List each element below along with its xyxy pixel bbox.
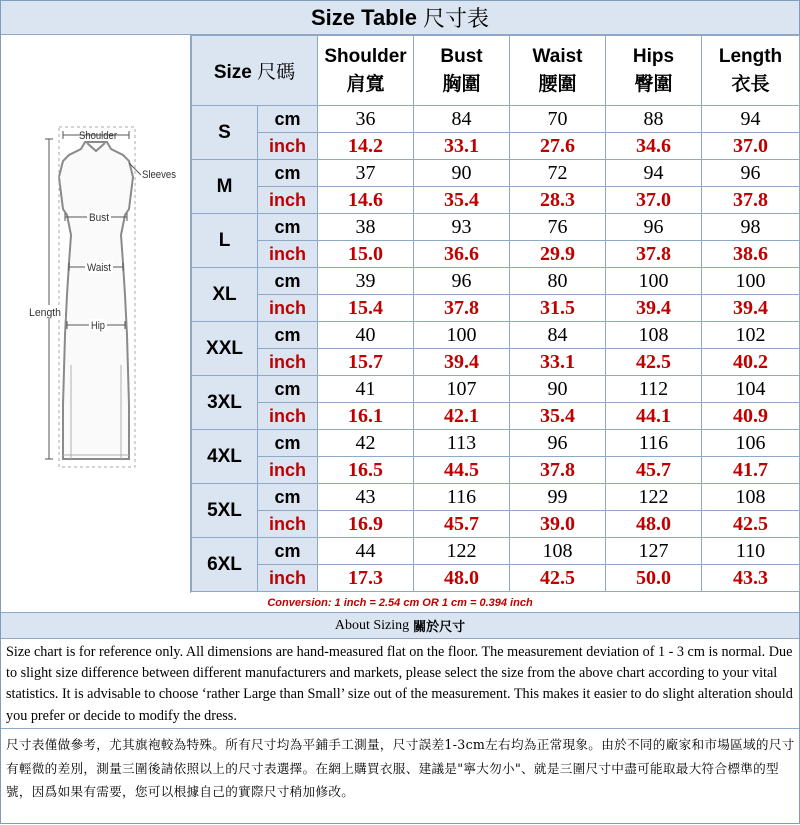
unit-inch-label: inch: [258, 295, 318, 322]
sizing-note-cn: 尺寸表僅做參考，尤其旗袍較為特殊。所有尺寸均為平鋪手工測量，尺寸誤差1-3cm左右均為正常現象。由於不同的廠家和市場區域的尺寸有輕微的差別，測量三圍後請依照以上的尺寸表選擇。在網上購買衣服、建議是"寧大勿小"、就是三圍尺寸中盡可能取最大符合標準的型號，因爲如果有需要，您可以根據自己的實際尺寸稍加修改。: [6, 737, 795, 799]
cell-inch: 48.0: [606, 511, 702, 538]
cell-inch: 16.5: [318, 457, 414, 484]
cell-inch: 50.0: [606, 565, 702, 592]
cell-cm: 38: [318, 214, 414, 241]
label-sleeves: Sleeves: [142, 169, 177, 181]
size-label: 3XL: [192, 376, 258, 430]
col-header-waist: Waist 腰圍: [510, 36, 606, 106]
about-sizing-header: [1, 613, 799, 639]
cell-inch: 14.2: [318, 133, 414, 160]
table-row-inch: [192, 403, 800, 430]
cell-cm: 110: [702, 538, 800, 565]
label-shoulder: Shoulder: [79, 130, 118, 142]
col-header-hips: Hips 臀圍: [606, 36, 702, 106]
size-label: L: [192, 214, 258, 268]
col-header-shoulder: Shoulder 肩寬: [318, 36, 414, 106]
cell-cm: 76: [510, 214, 606, 241]
col-header-bust: Bust 胸圍: [414, 36, 510, 106]
table-row-cm: [192, 268, 800, 295]
label-waist: Waist: [87, 262, 111, 274]
size-header: [192, 36, 318, 106]
unit-inch-label: inch: [258, 511, 318, 538]
cell-inch: 38.6: [702, 241, 800, 268]
cell-cm: 108: [606, 322, 702, 349]
table-row-cm: [192, 322, 800, 349]
unit-inch-label: inch: [258, 187, 318, 214]
cell-inch: 42.5: [510, 565, 606, 592]
cell-cm: 100: [702, 268, 800, 295]
cell-inch: 42.1: [414, 403, 510, 430]
cell-cm: 80: [510, 268, 606, 295]
col-header-length: Length 衣長: [702, 36, 800, 106]
cell-inch: 42.5: [606, 349, 702, 376]
cell-inch: 36.6: [414, 241, 510, 268]
cell-inch: 16.9: [318, 511, 414, 538]
cell-cm: 43: [318, 484, 414, 511]
size-label: XXL: [192, 322, 258, 376]
cell-inch: 15.7: [318, 349, 414, 376]
size-table: [191, 35, 800, 592]
unit-inch-label: inch: [258, 565, 318, 592]
label-hip: Hip: [91, 320, 105, 332]
cell-inch: 40.9: [702, 403, 800, 430]
cell-cm: 36: [318, 106, 414, 133]
cell-inch: 44.1: [606, 403, 702, 430]
table-row-cm: [192, 430, 800, 457]
cell-cm: 94: [606, 160, 702, 187]
dress-diagram: [1, 35, 191, 593]
table-row-inch: [192, 349, 800, 376]
unit-cm-label: cm: [258, 214, 318, 241]
cell-cm: 37: [318, 160, 414, 187]
cell-inch: 27.6: [510, 133, 606, 160]
cell-cm: 84: [510, 322, 606, 349]
cell-cm: 107: [414, 376, 510, 403]
table-row-inch: [192, 187, 800, 214]
unit-inch-label: inch: [258, 241, 318, 268]
cell-cm: 100: [414, 322, 510, 349]
cell-cm: 122: [414, 538, 510, 565]
cell-inch: 39.4: [606, 295, 702, 322]
cell-cm: 102: [702, 322, 800, 349]
dress-diagram-svg: [1, 35, 191, 593]
cell-cm: 100: [606, 268, 702, 295]
cell-cm: 90: [414, 160, 510, 187]
unit-cm-label: cm: [258, 106, 318, 133]
cell-inch: 33.1: [510, 349, 606, 376]
title-bar: [1, 1, 799, 35]
unit-cm-label: cm: [258, 268, 318, 295]
size-label: M: [192, 160, 258, 214]
dress-outline: [59, 142, 133, 459]
cell-inch: 37.8: [510, 457, 606, 484]
table-row-inch: [192, 565, 800, 592]
label-length: Length: [29, 307, 61, 319]
cell-cm: 122: [606, 484, 702, 511]
table-row-cm: [192, 538, 800, 565]
cell-cm: 104: [702, 376, 800, 403]
unit-cm-label: cm: [258, 376, 318, 403]
cell-cm: 93: [414, 214, 510, 241]
title-en: Size Table: [311, 4, 417, 30]
table-row-inch: [192, 133, 800, 160]
unit-cm-label: cm: [258, 322, 318, 349]
cell-inch: 39.4: [702, 295, 800, 322]
cell-cm: 84: [414, 106, 510, 133]
cell-inch: 31.5: [510, 295, 606, 322]
cell-cm: 94: [702, 106, 800, 133]
size-header-cn: 尺碼: [257, 61, 296, 83]
cell-cm: 112: [606, 376, 702, 403]
size-table-body: [192, 106, 800, 592]
cell-cm: 116: [606, 430, 702, 457]
cell-cm: 70: [510, 106, 606, 133]
cell-cm: 41: [318, 376, 414, 403]
cell-cm: 113: [414, 430, 510, 457]
table-row-cm: [192, 106, 800, 133]
about-en: About Sizing: [334, 617, 410, 633]
cell-inch: 39.4: [414, 349, 510, 376]
size-header-en: Size: [213, 62, 252, 83]
table-row-inch: [192, 241, 800, 268]
table-row-cm: [192, 484, 800, 511]
cell-cm: 99: [510, 484, 606, 511]
cell-inch: 42.5: [702, 511, 800, 538]
table-row-cm: [192, 214, 800, 241]
cell-inch: 37.8: [414, 295, 510, 322]
cell-inch: 41.7: [702, 457, 800, 484]
cell-inch: 39.0: [510, 511, 606, 538]
cell-inch: 45.7: [606, 457, 702, 484]
cell-cm: 108: [510, 538, 606, 565]
cell-inch: 37.8: [606, 241, 702, 268]
unit-inch-label: inch: [258, 133, 318, 160]
cell-cm: 116: [414, 484, 510, 511]
size-label: 6XL: [192, 538, 258, 592]
cell-inch: 37.0: [606, 187, 702, 214]
cell-inch: 35.4: [510, 403, 606, 430]
table-row-cm: [192, 160, 800, 187]
cell-inch: 28.3: [510, 187, 606, 214]
cell-cm: 40: [318, 322, 414, 349]
cell-inch: 37.0: [702, 133, 800, 160]
cell-cm: 72: [510, 160, 606, 187]
label-bust: Bust: [89, 212, 109, 224]
cell-inch: 43.3: [702, 565, 800, 592]
cell-inch: 33.1: [414, 133, 510, 160]
title-cn: 尺寸表: [422, 7, 489, 32]
unit-cm-label: cm: [258, 538, 318, 565]
size-label: 5XL: [192, 484, 258, 538]
cell-inch: 44.5: [414, 457, 510, 484]
unit-inch-label: inch: [258, 349, 318, 376]
cell-inch: 35.4: [414, 187, 510, 214]
size-label: S: [192, 106, 258, 160]
table-row-inch: [192, 457, 800, 484]
cell-cm: 96: [414, 268, 510, 295]
unit-cm-label: cm: [258, 484, 318, 511]
cell-cm: 96: [510, 430, 606, 457]
cell-inch: 48.0: [414, 565, 510, 592]
table-row-inch: [192, 511, 800, 538]
cell-cm: 44: [318, 538, 414, 565]
cell-inch: 37.8: [702, 187, 800, 214]
cell-cm: 96: [702, 160, 800, 187]
conversion-note: Conversion: 1 inch = 2.54 cm OR 1 cm = 0.394 inch: [1, 593, 799, 613]
cell-cm: 98: [702, 214, 800, 241]
unit-inch-label: inch: [258, 457, 318, 484]
size-label: 4XL: [192, 430, 258, 484]
cell-cm: 96: [606, 214, 702, 241]
cell-cm: 127: [606, 538, 702, 565]
cell-cm: 88: [606, 106, 702, 133]
table-row-inch: [192, 295, 800, 322]
cell-inch: 15.4: [318, 295, 414, 322]
cell-cm: 39: [318, 268, 414, 295]
cell-inch: 34.6: [606, 133, 702, 160]
cell-cm: 42: [318, 430, 414, 457]
cell-inch: 15.0: [318, 241, 414, 268]
sizing-note-en: Size chart is for reference only. All dimensions are hand-measured flat on the floor. The measurement deviation of 1 - 3 cm is normal. Due to slight size difference between different manufacturers and markets, please select the size from the above chart according to your vital statistics. It is advisable to choose ‘rather Large than Small’ size out of the measurement. This makes it easier to do slight alteration should you prefer or decide to modify the dress.: [1, 639, 799, 729]
unit-cm-label: cm: [258, 430, 318, 457]
cell-inch: 16.1: [318, 403, 414, 430]
cell-cm: 106: [702, 430, 800, 457]
cell-cm: 108: [702, 484, 800, 511]
cell-cm: 90: [510, 376, 606, 403]
cell-inch: 45.7: [414, 511, 510, 538]
cell-inch: 40.2: [702, 349, 800, 376]
unit-cm-label: cm: [258, 160, 318, 187]
cell-inch: 29.9: [510, 241, 606, 268]
cell-inch: 17.3: [318, 565, 414, 592]
unit-inch-label: inch: [258, 403, 318, 430]
table-header-row: [192, 36, 800, 106]
about-cn: 關於尺寸: [413, 620, 466, 635]
size-label: XL: [192, 268, 258, 322]
table-row-cm: [192, 376, 800, 403]
cell-inch: 14.6: [318, 187, 414, 214]
